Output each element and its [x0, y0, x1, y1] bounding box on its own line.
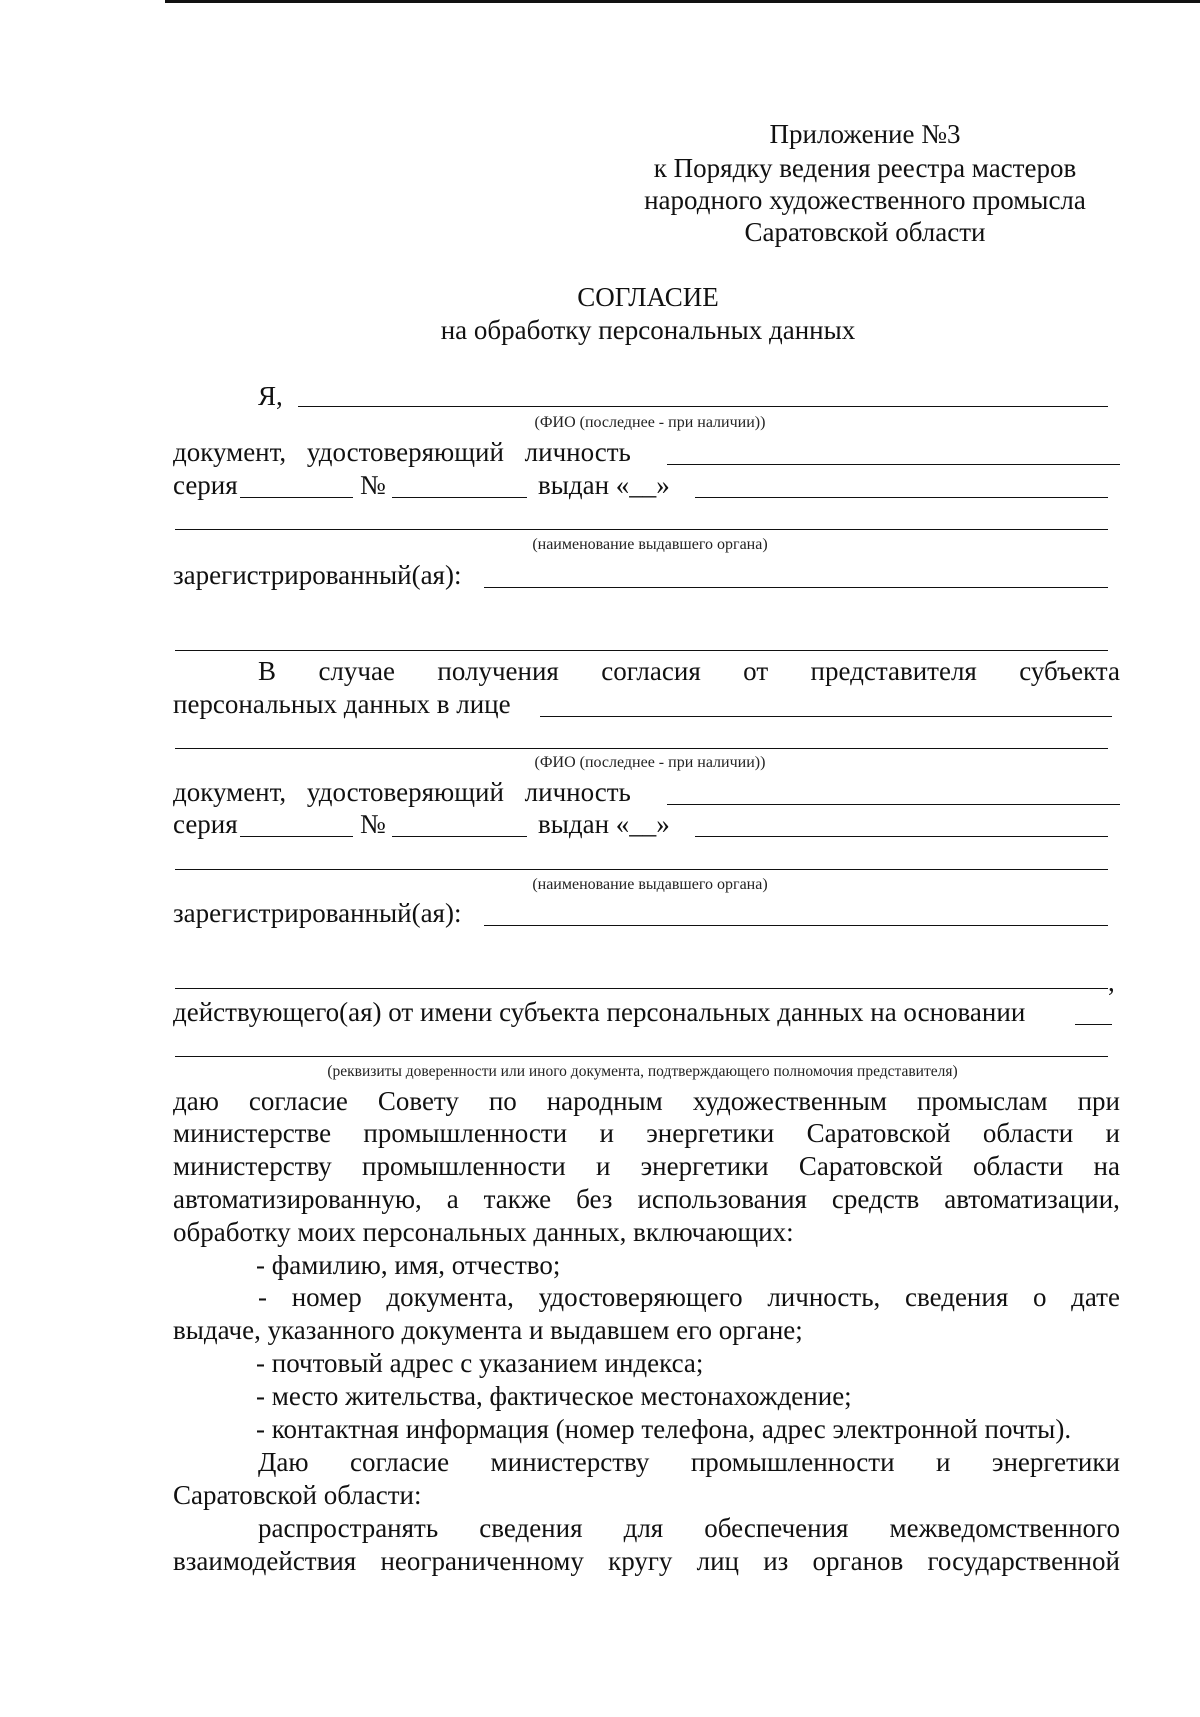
word: удостоверяющего — [538, 1282, 743, 1312]
seria-field-line[interactable] — [240, 497, 353, 498]
p2-line-2: Саратовской области: — [173, 1480, 422, 1510]
word: из — [763, 1546, 789, 1576]
p1-line-4 — [173, 1183, 1120, 1215]
word: неограниченному — [380, 1546, 584, 1576]
word: Даю — [258, 1447, 309, 1477]
word: промышленности — [363, 1118, 568, 1148]
word: государственной — [927, 1546, 1120, 1576]
word: средств — [831, 1184, 920, 1214]
bullet-residence: - место жительства, фактическое местонахождение; — [256, 1381, 852, 1411]
rep-word: субъекта — [1019, 656, 1120, 686]
issued-field-line[interactable] — [695, 497, 1108, 498]
word: документа, — [386, 1282, 514, 1312]
word: народным — [546, 1086, 663, 1116]
comma: , — [1108, 967, 1115, 997]
acting-label: действующего(ая) от имени субъекта персональных данных на основании — [173, 997, 1026, 1027]
registered-field-line-2[interactable] — [175, 650, 1108, 651]
word: согласие — [350, 1447, 450, 1477]
rep-fio-caption: (ФИО (последнее - при наличии)) — [534, 754, 766, 771]
bullet-doc-line-1 — [258, 1281, 1120, 1313]
bullet-contact: - контактная информация (номер телефона, адрес электронной почты). — [256, 1414, 1072, 1444]
rep-registered-field-line[interactable] — [484, 925, 1108, 926]
rep-fio-field-line[interactable] — [175, 748, 1108, 749]
word: для — [623, 1513, 664, 1543]
doc-field-line[interactable] — [667, 464, 1120, 465]
rep-line-2-label: персональных данных в лице — [173, 689, 511, 719]
fio-caption: (ФИО (последнее - при наличии)) — [534, 414, 766, 431]
rep-issuer-caption: (наименование выдавшего органа) — [532, 876, 768, 893]
rep-word: представителя — [810, 656, 977, 686]
rep-registered-label: зарегистрированный(ая): — [173, 898, 462, 928]
word: личность, — [767, 1282, 881, 1312]
word: сведения — [479, 1513, 583, 1543]
number-label: № — [360, 470, 386, 500]
rep-word: от — [743, 656, 769, 686]
word: взаимодействия — [173, 1546, 357, 1576]
word: распространять — [258, 1513, 439, 1543]
word: органов — [812, 1546, 904, 1576]
word: - — [258, 1282, 267, 1312]
p1-line-3 — [173, 1150, 1120, 1182]
rep-issuer-field-line[interactable] — [175, 869, 1108, 870]
word: и — [935, 1447, 951, 1477]
word: области — [973, 1151, 1064, 1181]
rep-number-field-line[interactable] — [392, 836, 527, 837]
rep-field-line[interactable] — [540, 716, 1112, 717]
word: промышленности — [690, 1447, 895, 1477]
word: лиц — [696, 1546, 739, 1576]
p1-line-5: обработку моих персональных данных, включающих: — [173, 1217, 794, 1247]
rep-word: получения — [437, 656, 559, 686]
word: обеспечения — [704, 1513, 849, 1543]
p3-line-1 — [258, 1512, 1120, 1544]
rep-seria-field-line[interactable] — [240, 836, 353, 837]
top-border-line — [165, 0, 1200, 3]
word: а — [446, 1184, 459, 1214]
word: Саратовской — [798, 1151, 943, 1181]
document-title: СОГЛАСИЕ — [577, 282, 719, 312]
word: энергетики — [991, 1447, 1120, 1477]
word: межведомственного — [889, 1513, 1120, 1543]
power-caption: (реквизиты доверенности или иного документа, подтверждающего полномочия представителя) — [327, 1063, 958, 1080]
word: также — [483, 1184, 552, 1214]
word: промыслам — [916, 1086, 1048, 1116]
doc-label: документ, удостоверяющий личность — [173, 437, 631, 467]
acting-field-line[interactable] — [1075, 1024, 1112, 1025]
word: министерству — [173, 1151, 332, 1181]
word: кругу — [608, 1546, 673, 1576]
word: номер — [291, 1282, 362, 1312]
word: согласие — [248, 1086, 348, 1116]
rep-seria-label: серия — [173, 809, 238, 839]
word: области — [982, 1118, 1074, 1148]
rep-doc-label: документ, удостоверяющий личность — [173, 777, 631, 807]
rep-number-label: № — [360, 809, 386, 839]
annex-line-3: народного художественного промысла — [644, 185, 1086, 215]
p1-line-1 — [173, 1085, 1120, 1117]
power-field-line[interactable] — [175, 1056, 1108, 1057]
word: автоматизации, — [944, 1184, 1120, 1214]
number-field-line[interactable] — [392, 497, 527, 498]
word: энергетики — [640, 1151, 769, 1181]
bullet-fio: - фамилию, имя, отчество; — [256, 1250, 561, 1280]
issued-label: выдан «__» — [538, 470, 670, 500]
p3-line-2 — [173, 1545, 1120, 1577]
word: дате — [1071, 1282, 1120, 1312]
word: энергетики — [646, 1118, 775, 1148]
word: и — [1105, 1118, 1120, 1148]
issuer-caption: (наименование выдавшего органа) — [532, 536, 768, 553]
rep-doc-field-line[interactable] — [667, 804, 1120, 805]
word: художественным — [692, 1086, 887, 1116]
rep-issued-field-line[interactable] — [695, 836, 1108, 837]
annex-line-1: Приложение №3 — [769, 119, 961, 149]
annex-line-4: Саратовской области — [744, 217, 986, 247]
rep-word: согласия — [601, 656, 701, 686]
registered-label: зарегистрированный(ая): — [173, 560, 462, 590]
rep-word: В — [258, 656, 277, 686]
word: использования — [637, 1184, 807, 1214]
bullet-address: - почтовый адрес с указанием индекса; — [256, 1348, 704, 1378]
word: сведения — [905, 1282, 1009, 1312]
rep-registered-field-line-2[interactable] — [175, 988, 1108, 989]
annex-line-2: к Порядку ведения реестра мастеров — [653, 153, 1077, 183]
rep-word: случае — [318, 656, 395, 686]
rep-issued-label: выдан «__» — [538, 809, 670, 839]
issuer-field-line[interactable] — [175, 529, 1108, 530]
word: даю — [173, 1086, 219, 1116]
word: Совету — [377, 1086, 459, 1116]
word: и — [599, 1118, 614, 1148]
word: и — [595, 1151, 611, 1181]
p2-line-1 — [258, 1446, 1120, 1478]
bullet-doc-line-2: выдаче, указанного документа и выдавшем его органе; — [173, 1315, 803, 1345]
rep-line-1 — [258, 655, 1120, 687]
word: Саратовской — [806, 1118, 951, 1148]
word: на — [1093, 1151, 1120, 1181]
document-subtitle: на обработку персональных данных — [440, 315, 856, 345]
registered-field-line[interactable] — [484, 587, 1108, 588]
word: промышленности — [362, 1151, 566, 1181]
word: по — [488, 1086, 517, 1116]
word: о — [1032, 1282, 1047, 1312]
p1-line-2 — [173, 1117, 1120, 1149]
word: при — [1077, 1086, 1120, 1116]
fio-field-line[interactable] — [298, 406, 1108, 407]
word: министерстве — [173, 1118, 332, 1148]
ya-label: Я, — [258, 381, 283, 411]
seria-label: серия — [173, 470, 238, 500]
word: без — [576, 1184, 613, 1214]
word: министерству — [490, 1447, 650, 1477]
word: автоматизированную, — [173, 1184, 422, 1214]
